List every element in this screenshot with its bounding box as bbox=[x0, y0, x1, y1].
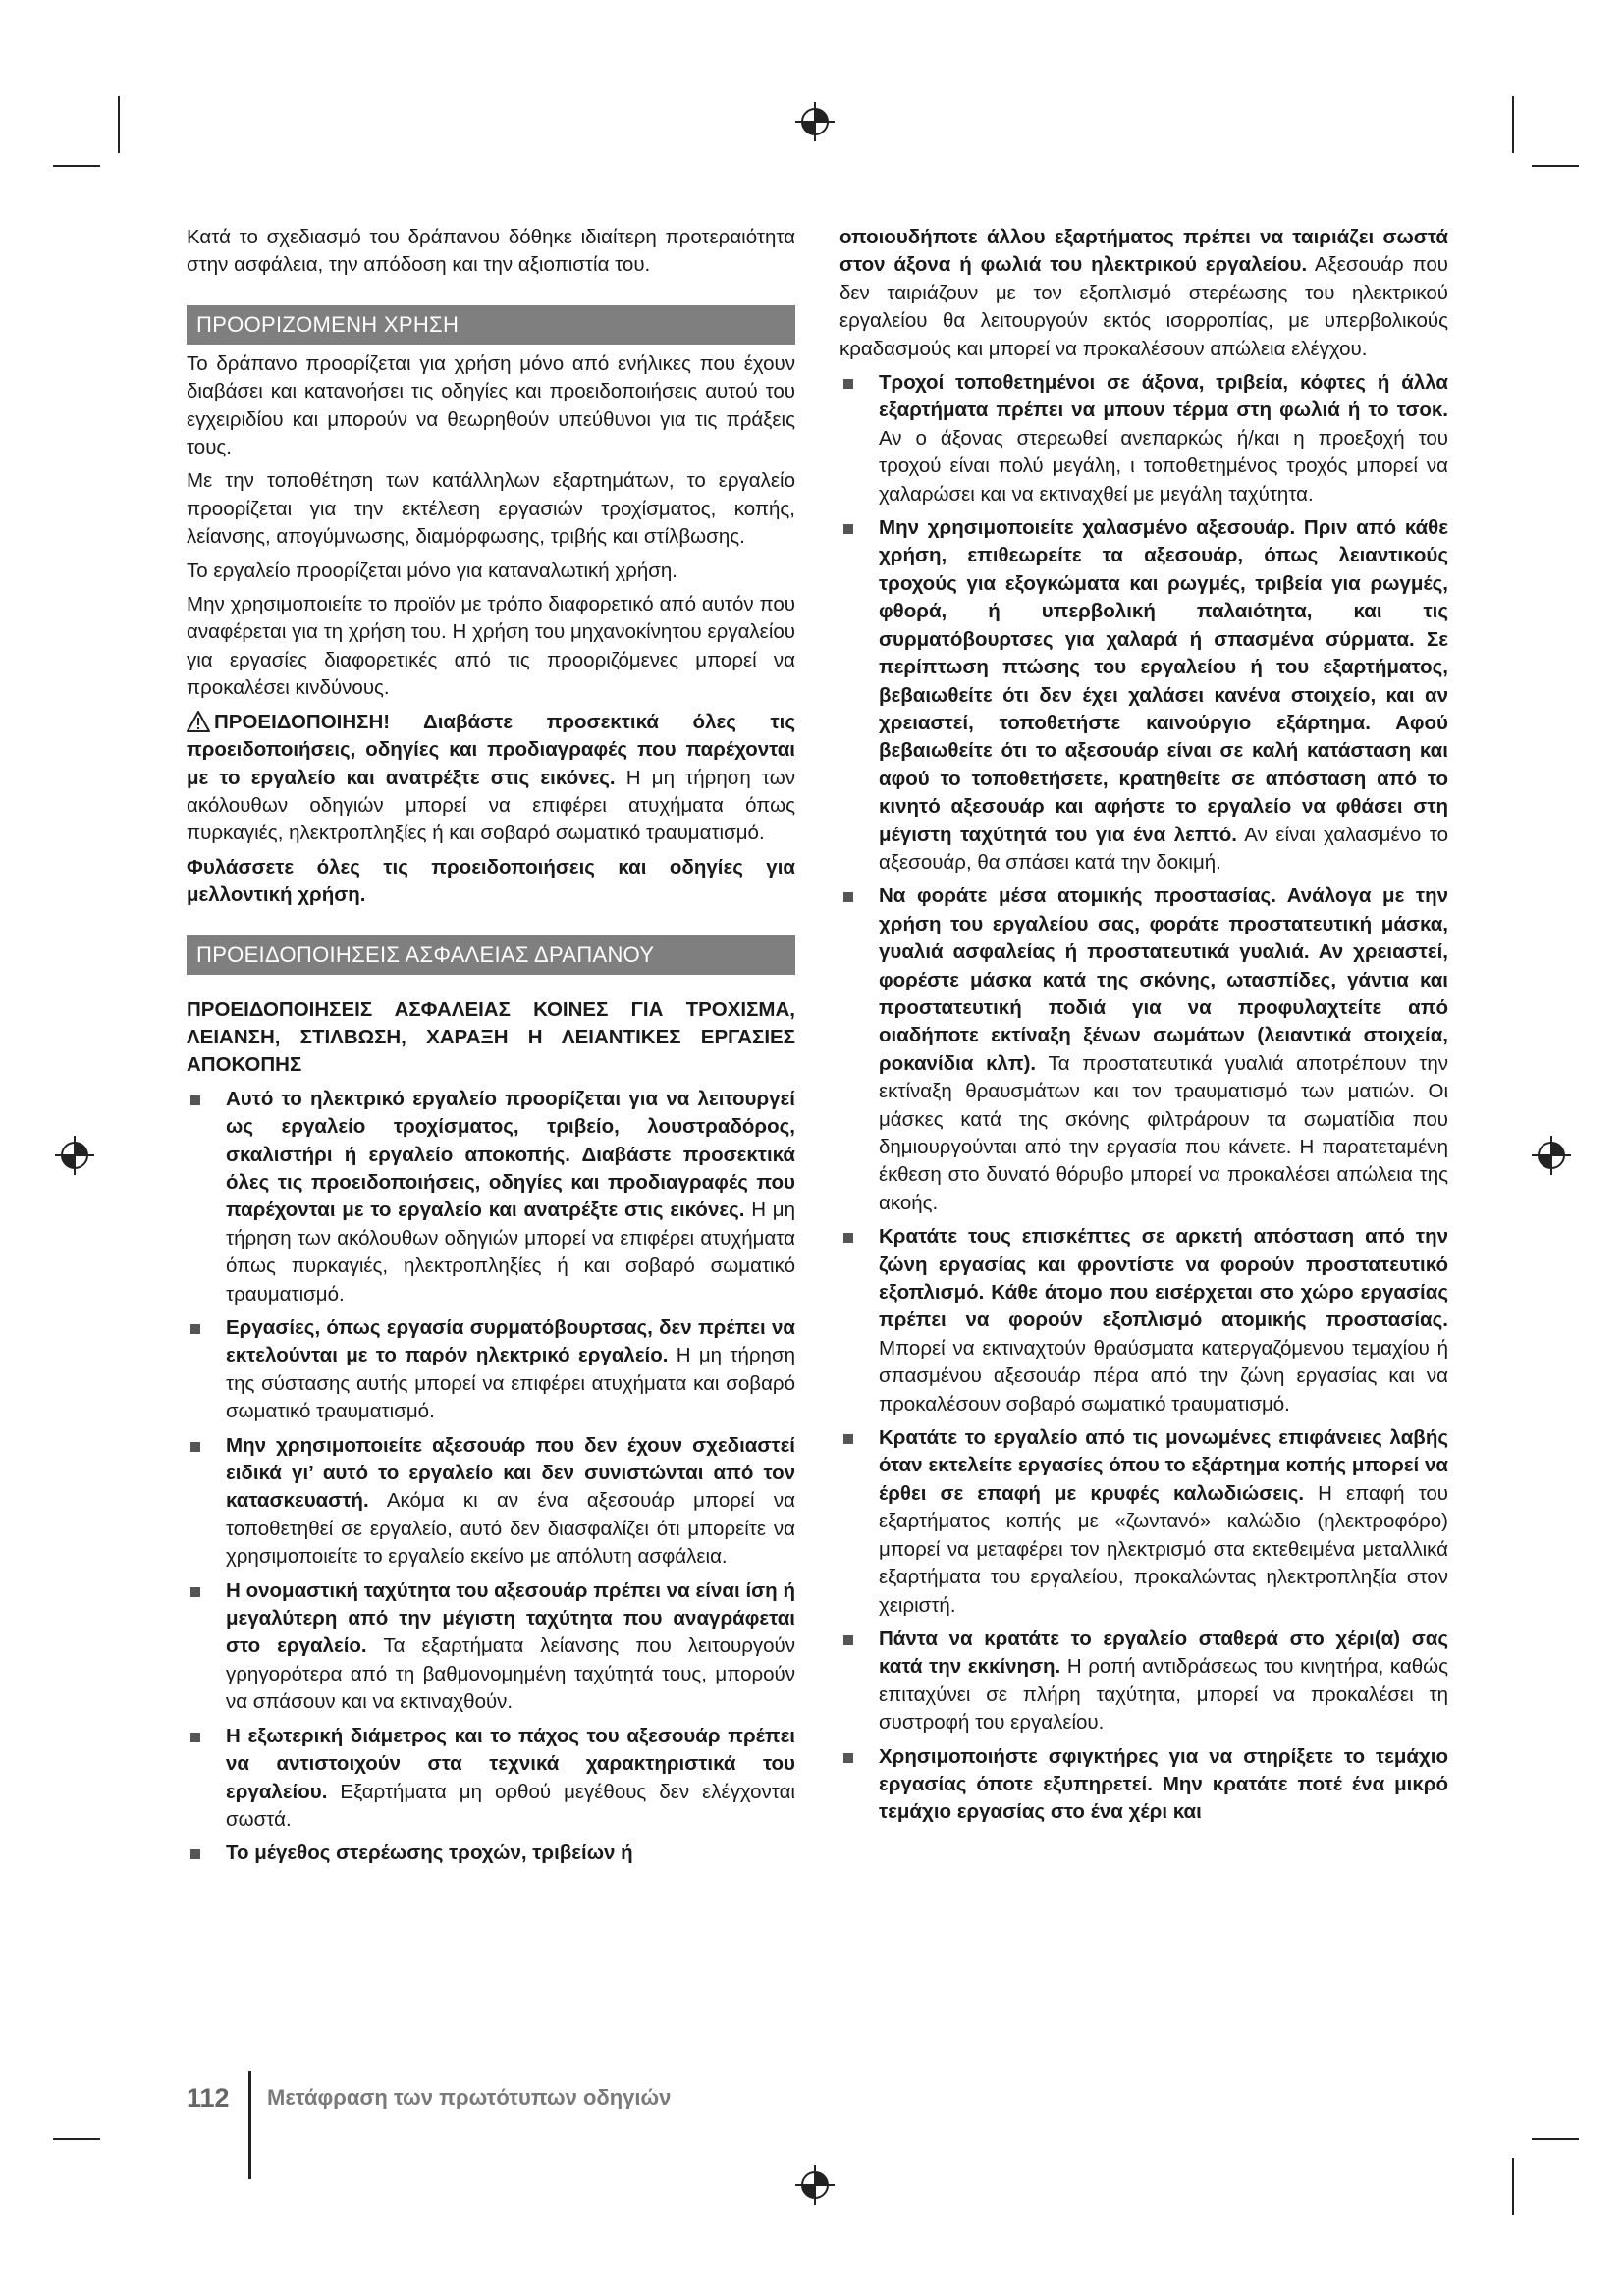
bullet-bold-text: Αυτό το ηλεκτρικό εργαλείο προορίζεται για να λειτουργεί ως εργαλείο τροχίσματος, τριβείο, λουστραδόρος, σκαλιστήρι ή εργαλείο αποκοπής. Διαβάστε προσεκτικά όλες τις προειδοποιήσεις, οδηγίες και προδιαγραφές που παρέχονται με το εργαλείο και ανατρέξτε στις εικόνες. bbox=[226, 1087, 795, 1222]
bullet-bold-text: Η ονομαστική ταχύτητα του αξεσουάρ πρέπει να είναι ίση ή μεγαλύτερη από την μέγιστη ταχύτητα που αναγράφεται στο εργαλείο. bbox=[226, 1578, 795, 1658]
continuation-normal-text: Αξεσουάρ που δεν ταιριάζουν με τον εξοπλισμό στερέωσης του ηλεκτρικού εργαλείου θα λειτουργούν εκτός ισορροπίας, με υπερβολικούς κραδασμούς και μπορεί να προκαλέσουν απώλεια ελέγχου. bbox=[839, 253, 1448, 360]
bullet-normal-text: Αν είναι χαλασμένο το αξεσουάρ, θα σπάσει κατά την δοκιμή. bbox=[879, 823, 1448, 874]
list-item bbox=[187, 1432, 795, 1572]
list-item bbox=[839, 1626, 1448, 1737]
continuation-bold-text: οποιουδήποτε άλλου εξαρτήματος πρέπει να ταιριάζει σωστά στον άξονα ή φωλιά του ηλεκτρικού εργαλείου. bbox=[839, 226, 1448, 277]
list-item bbox=[187, 1840, 795, 1867]
bullet-bold-text: Τροχοί τοποθετημένοι σε άξονα, τριβεία, κόφτες ή άλλα εξαρτήματα πρέπει να μπουν τέρμα στη φωλιά ή το τσοκ. bbox=[879, 371, 1448, 422]
crop-mark bbox=[1532, 165, 1579, 167]
registration-mark-icon bbox=[1530, 1134, 1573, 1177]
right-column bbox=[839, 224, 1448, 1833]
bullet-normal-text: Η επαφή του εξαρτήματος κοπής με «ζωντανό» καλώδιο (ηλεκτροφόρο) μπορεί να μεταφέρει τον ηλεκτρισμό στα εκτεθειμένα μεταλλικά εξαρτήματα του εργαλείου, προκαλώντας ηλεκτροπληξία στον χειριστή. bbox=[879, 1481, 1448, 1617]
bullet-bold-text: Η εξωτερική διάμετρος και το πάχος του αξεσουάρ πρέπει να αντιστοιχούν στα τεχνικά χαρακτηριστικά του εργαλείου. bbox=[226, 1724, 795, 1803]
list-item bbox=[839, 369, 1448, 508]
bullet-bold-text: Κρατάτε το εργαλείο από τις μονωμένες επιφάνειες λαβής όταν εκτελείτε εργασίες όπου το εξάρτημα κοπής μπορεί να έρθει σε επαφή με κρυφές καλωδιώσεις. bbox=[879, 1426, 1448, 1505]
section-heading-safety-warnings: ΠΡΟΕΙΔΟΠΟΙΗΣΕΙΣ ΑΣΦΑΛΕΙΑΣ ΔΡΑΠΑΝΟΥ bbox=[187, 935, 795, 975]
crop-mark bbox=[1512, 96, 1514, 153]
crop-mark bbox=[1532, 2138, 1579, 2140]
bullet-bold-text: Να φοράτε μέσα ατομικής προστασίας. Ανάλογα με την χρήση του εργαλείου σας, φοράτε προστατευτική μάσκα, γυαλιά ασφαλείας ή προστατευτικά γυαλιά. Αν χρειαστεί, φορέστε μάσκα κατά της σκόνης, ωτασπίδες, γάντια και προστατευτική ποδιά για να προφυλαχτείτε από οιαδήποτε εκτίναξη ξένων σωμάτων (λειαντικά στοιχεία, ροκανίδια κλπ). bbox=[879, 884, 1448, 1075]
bullet-normal-text: Ακόμα κι αν ένα αξεσουάρ μπορεί να τοποθετηθεί σε εργαλείο, αυτό δεν διασφαλίζει ότι μπορείτε να χρησιμοποιείτε το εργαλείο εκείνο με απόλυτη ασφάλεια. bbox=[226, 1489, 795, 1569]
bullet-bold-text: Το μέγεθος στερέωσης τροχών, τριβείων ή bbox=[226, 1842, 633, 1865]
intro-paragraph: Κατά το σχεδιασμό του δράπανου δόθηκε ιδιαίτερη προτεραιότητα στην ασφάλεια, την απόδοση και την αξιοπιστία του. bbox=[187, 226, 795, 277]
bullet-normal-text: Η ροπή αντιδράσεως του κινητήρα, καθώς επιταχύνει σε πλήρη ταχύτητα, μπορεί να προκαλέσει τη συστροφή του εργαλείου. bbox=[879, 1655, 1448, 1735]
registration-mark-icon bbox=[793, 2163, 837, 2207]
intended-use-paragraph: Το εργαλείο προορίζεται μόνο για καταναλωτική χρήση. bbox=[187, 559, 677, 582]
crop-mark bbox=[118, 96, 120, 153]
bullet-normal-text: Η μη τήρηση των ακόλουθων οδηγιών μπορεί να επιφέρει ατυχήματα όπως πυρκαγιές, ηλεκτροπληξίες ή και σοβαρό σωματικό τραυματισμό. bbox=[226, 1199, 795, 1306]
bullet-normal-text: Εξαρτήματα μη ορθού μεγέθους δεν ελέγχονται σωστά. bbox=[226, 1780, 795, 1831]
crop-mark bbox=[53, 165, 100, 167]
bullet-bold-text: Πάντα να κρατάτε το εργαλείο σταθερά στο χέρι(α) σας κατά την εκκίνηση. bbox=[879, 1627, 1448, 1679]
footer-caption: Μετάφραση των πρωτότυπων οδηγιών bbox=[267, 2085, 672, 2109]
list-item bbox=[839, 1743, 1448, 1827]
bullet-normal-text: Η μη τήρηση της σύστασης αυτής μπορεί να επιφέρει ατυχήματα και σοβαρό σωματικό τραυματισμό. bbox=[226, 1344, 795, 1423]
bullet-bold-text: Μην χρησιμοποιείτε αξεσουάρ που δεν έχουν σχεδιαστεί ειδικά γι’ αυτό το εργαλείο και δεν συνιστώνται από τον κατασκευαστή. bbox=[226, 1433, 795, 1513]
list-item bbox=[187, 1086, 795, 1308]
list-item bbox=[839, 882, 1448, 1217]
bullet-bold-text: Χρησιμοποιήστε σφιγκτήρες για να στηρίξετε το τεμάχιο εργασίας όποτε εξυπηρετεί. Μην κρατάτε ποτέ ένα μικρό τεμάχιο εργασίας στο ένα χέρι και bbox=[879, 1744, 1448, 1824]
bullet-normal-text: Αν ο άξονας στερεωθεί ανεπαρκώς ή/και η προεξοχή του τροχού είναι πολύ μεγάλη, ι τοποθετημένος τροχός μπορεί να χαλαρώσει και να εκτιναχθεί με μεγάλη ταχύτητα. bbox=[879, 426, 1448, 506]
list-item bbox=[187, 1314, 795, 1426]
intended-use-paragraph: Μην χρησιμοποιείτε το προϊόν με τρόπο διαφορετικό από αυτόν που αναφέρεται για τη χρήση του. Η χρήση του μηχανοκίνητου εργαλείου για εργασίες διαφορετικές από τις προοριζόμενες μπορεί να προκαλέσει κινδύνους. bbox=[187, 593, 795, 700]
intended-use-paragraph: Το δράπανο προορίζεται για χρήση μόνο από ενήλικες που έχουν διαβάσει και κατανοήσει τις οδηγίες και προειδοποιήσεις αυτού του εγχειριδίου και μπορούν να θεωρηθούν υπεύθυνοι για τις πράξεις τους. bbox=[187, 351, 795, 459]
footer-divider bbox=[248, 2071, 251, 2179]
list-item bbox=[187, 1577, 795, 1717]
bullet-bold-text: Εργασίες, όπως εργασία συρματόβουρτσας, δεν πρέπει να εκτελούνται με το παρόν ηλεκτρικό εργαλείο. bbox=[226, 1316, 795, 1367]
list-item bbox=[839, 1424, 1448, 1620]
page-number: 112 bbox=[187, 2083, 230, 2112]
bullet-normal-text: Μπορεί να εκτιναχτούν θραύσματα κατεργαζόμενου τεμαχίου ή σπασμένου αξεσουάρ πέρα από την ζώνη εργασίας και να προκαλέσουν σοβαρό σωματικό τραυματισμό. bbox=[879, 1336, 1448, 1415]
warning-bold-text: ΠΡΟΕΙΔΟΠΟΙΗΣΗ! Διαβάστε προσεκτικά όλες τις προειδοποιήσεις, οδηγίες και προδιαγραφές που παρέχονται με το εργαλείο και ανατρέξτε στις εικόνες. bbox=[187, 710, 795, 789]
warning-paragraph bbox=[187, 709, 795, 848]
safety-subheading: ΠΡΟΕΙΔΟΠΟΙΗΣΕΙΣ ΑΣΦΑΛΕΙΑΣ ΚΟΙΝΕΣ ΓΙΑ ΤΡΟΧΙΣΜΑ, ΛΕΙΑΝΣΗ, ΣΤΙΛΒΩΣΗ, ΧΑΡΑΞΗ Η ΛΕΙΑΝΤΙΚΕΣ ΕΡΓΑΣΙΕΣ ΑΠΟΚΟΠΗΣ bbox=[187, 997, 795, 1077]
left-column bbox=[187, 224, 795, 1874]
registration-mark-icon bbox=[793, 100, 837, 143]
keep-instructions-note: Φυλάσσετε όλες τις προειδοποιήσεις και οδηγίες για μελλοντική χρήση. bbox=[187, 855, 795, 907]
section-heading-intended-use: ΠΡΟΟΡΙΖΟΜΕΝΗ ΧΡΗΣΗ bbox=[187, 305, 795, 345]
list-item bbox=[839, 1223, 1448, 1418]
bullet-normal-text: Τα προστατευτικά γυαλιά αποτρέπουν την εκτίναξη θραυσμάτων και τον τραυματισμό των ματιών. Οι μάσκες κατά της σκόνης φιλτράρουν τα σωματίδια που δημιουργούνται από την εργασία που κάνετε. Η παρατεταμένη έκθεση στο δυνατό θόρυβο μπορεί να προκαλέσει απώλεια της ακοής. bbox=[879, 1051, 1448, 1214]
warning-triangle-icon bbox=[187, 711, 210, 732]
left-bullet-list bbox=[187, 1086, 795, 1868]
continuation-paragraph bbox=[839, 224, 1448, 363]
right-bullet-list bbox=[839, 369, 1448, 1827]
list-item bbox=[839, 514, 1448, 877]
warning-normal-text: Η μη τήρηση των ακόλουθων οδηγιών μπορεί να επιφέρει ατυχήματα όπως πυρκαγιές, ηλεκτροπληξίες ή και σοβαρό σωματικό τραυματισμό. bbox=[187, 766, 796, 845]
bullet-normal-text: Τα εξαρτήματα λείανσης που λειτουργούν γρηγορότερα από τη βαθμονομημένη ταχύτητά τους, μπορούν να σπάσουν και να εκτιναχθούν. bbox=[226, 1634, 796, 1714]
list-item bbox=[187, 1723, 795, 1835]
intended-use-paragraph: Με την τοποθέτηση των κατάλληλων εξαρτημάτων, το εργαλείο προορίζεται για την εκτέλεση εργασιών τροχίσματος, κοπής, λείανσης, απογύμνωσης, διαμόρφωσης, τριβής και στίλβωσης. bbox=[187, 469, 795, 549]
crop-mark bbox=[53, 2138, 100, 2140]
registration-mark-icon bbox=[53, 1134, 96, 1177]
bullet-bold-text: Μην χρησιμοποιείτε χαλασμένο αξεσουάρ. Πριν από κάθε χρήση, επιθεωρείτε τα αξεσουάρ, όπως λειαντικούς τροχούς για εξογκώματα και ρωγμές, τριβεία για ρωγμές, φθορά, ή υπερβολική παλαιότητα, και τις συρματόβουρτσες για χαλαρά ή σπασμένα σύρματα. Σε περίπτωση πτώσης του εργαλείου ή του εξαρτήματος, βεβαιωθείτε ότι δεν έχει χαλάσει κανένα στοιχείο, και αν χρειαστεί, τοποθετήστε καινούργιο εξάρτημα. Αφού βεβαιωθείτε ότι το αξεσουάρ είναι σε καλή κατάσταση και αφού το τοποθετήσετε, κρατηθείτε σε απόσταση από το κινητό αξεσουάρ και αφήστε το εργαλείο να φθάσει στη μέγιστη ταχύτητά του για ένα λεπτό. bbox=[879, 516, 1448, 846]
bullet-bold-text: Κρατάτε τους επισκέπτες σε αρκετή απόσταση από την ζώνη εργασίας και φροντίστε να φορούν προστατευτικό εξοπλισμό. Κάθε άτομο που εισέρχεται στο χώρο εργασίας πρέπει να φορούν εξοπλισμό ατομικής προστασίας. bbox=[879, 1225, 1448, 1332]
crop-mark bbox=[1512, 2158, 1514, 2215]
